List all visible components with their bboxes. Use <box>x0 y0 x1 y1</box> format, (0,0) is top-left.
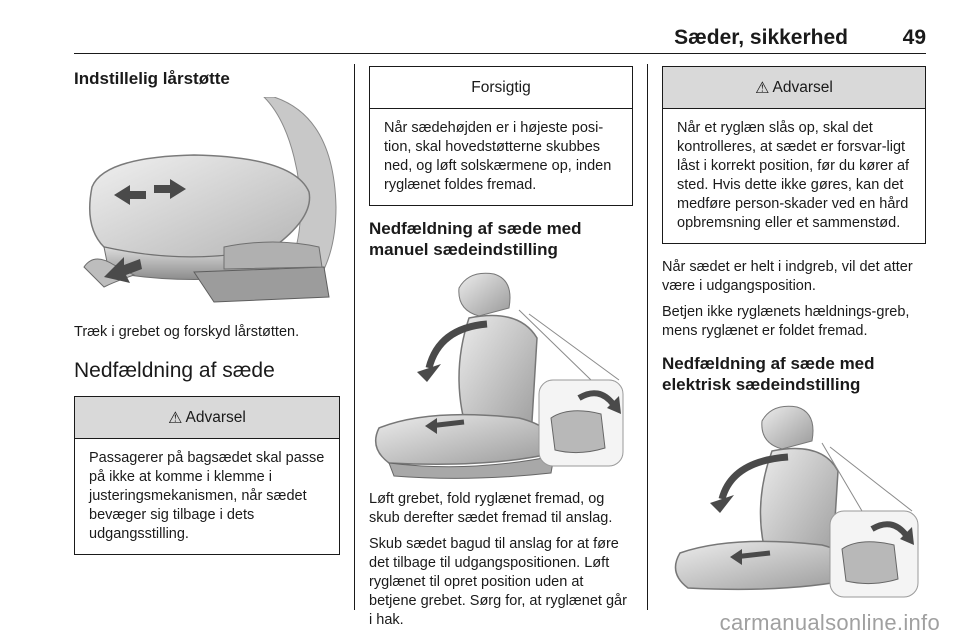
warning-box-title-2: Advarsel <box>772 78 833 96</box>
manual-seat-para-1: Løft grebet, fold ryglænet fremad, og skub derefter sædet fremad til anslag. <box>369 491 613 526</box>
electric-seat-image <box>662 403 926 603</box>
thigh-support-heading: Indstillelig lårstøtte <box>74 69 230 88</box>
manual-seat-image <box>369 268 633 482</box>
electric-seat-fold-illustration <box>662 403 926 603</box>
page-number: 49 <box>902 26 926 49</box>
electric-seat-heading-line2: elektrisk sædeindstilling <box>662 375 861 394</box>
electric-seat-heading-line1: Nedfældning af sæde med <box>662 354 875 373</box>
electric-para-2: Betjen ikke ryglænets hældnings-greb, mens ryglænet er foldet fremad. <box>662 304 910 339</box>
thigh-support-illustration <box>74 97 340 309</box>
manual-seat-heading-line2: manuel sædeindstilling <box>369 240 558 259</box>
caution-box <box>369 66 633 206</box>
column-3 <box>662 64 926 603</box>
watermark: carmanualsonline.info <box>719 610 940 635</box>
manual-seat-para-2: Skub sædet bagud til anslag for at føre det tilbage til udgangspositionen. Løft ryglænet til opret position uden at betjene grebet. Sørg for, at ryglænet går i hak. <box>369 536 627 628</box>
warning-box-text: Passagerer på bagsædet skal passe på ikke at komme i klemme i justeringsmekanismen, når sædet bevæger sig tilbage i dets udgangsstilling. <box>89 450 325 542</box>
electric-para-1: Når sædet er helt i indgreb, vil det atter være i udgangsposition. <box>662 259 913 294</box>
fold-seat-section-title: Nedfældning af sæde <box>74 359 275 382</box>
caution-box-text: Når sædehøjden er i højeste posi-tion, skal hovedstøtterne skubbes ned, og løft solskærmene op, inden ryglænet foldes fremad. <box>384 120 612 193</box>
column-2 <box>369 64 633 630</box>
seat-thigh-support-image <box>74 97 340 309</box>
column-1 <box>74 64 340 555</box>
manual-seat-heading-line1: Nedfældning af sæde med <box>369 219 582 238</box>
manual-seat-fold-illustration <box>369 268 633 482</box>
warning-box-title: Advarsel <box>185 408 246 426</box>
warning-triangle-icon: ⚠ <box>168 409 183 427</box>
warning-box-text-2: Når et ryglæn slås op, skal det kontrolleres, at sædet er forsvar-ligt låst i korrekt position, før du kører af sted. Hvis dette ikke gøres, kan det medføre person-skader ved en hård opbremsning eller et sammenstød. <box>677 120 910 231</box>
warning-box-header <box>75 397 339 439</box>
warning-box-rear-passengers <box>74 396 340 555</box>
warning-box-backrest <box>662 66 926 244</box>
warning-box-header-2 <box>663 67 925 109</box>
thigh-support-caption: Træk i grebet og forskyd lårstøtten. <box>74 324 300 340</box>
header-title: Sæder, sikkerhed <box>674 26 848 49</box>
page-header <box>74 22 926 54</box>
caution-box-header <box>370 67 632 109</box>
column-divider-2 <box>647 64 648 610</box>
column-divider-1 <box>354 64 355 610</box>
warning-triangle-icon: ⚠ <box>755 79 770 97</box>
header-rule <box>74 53 926 54</box>
caution-box-title: Forsigtig <box>471 78 531 96</box>
